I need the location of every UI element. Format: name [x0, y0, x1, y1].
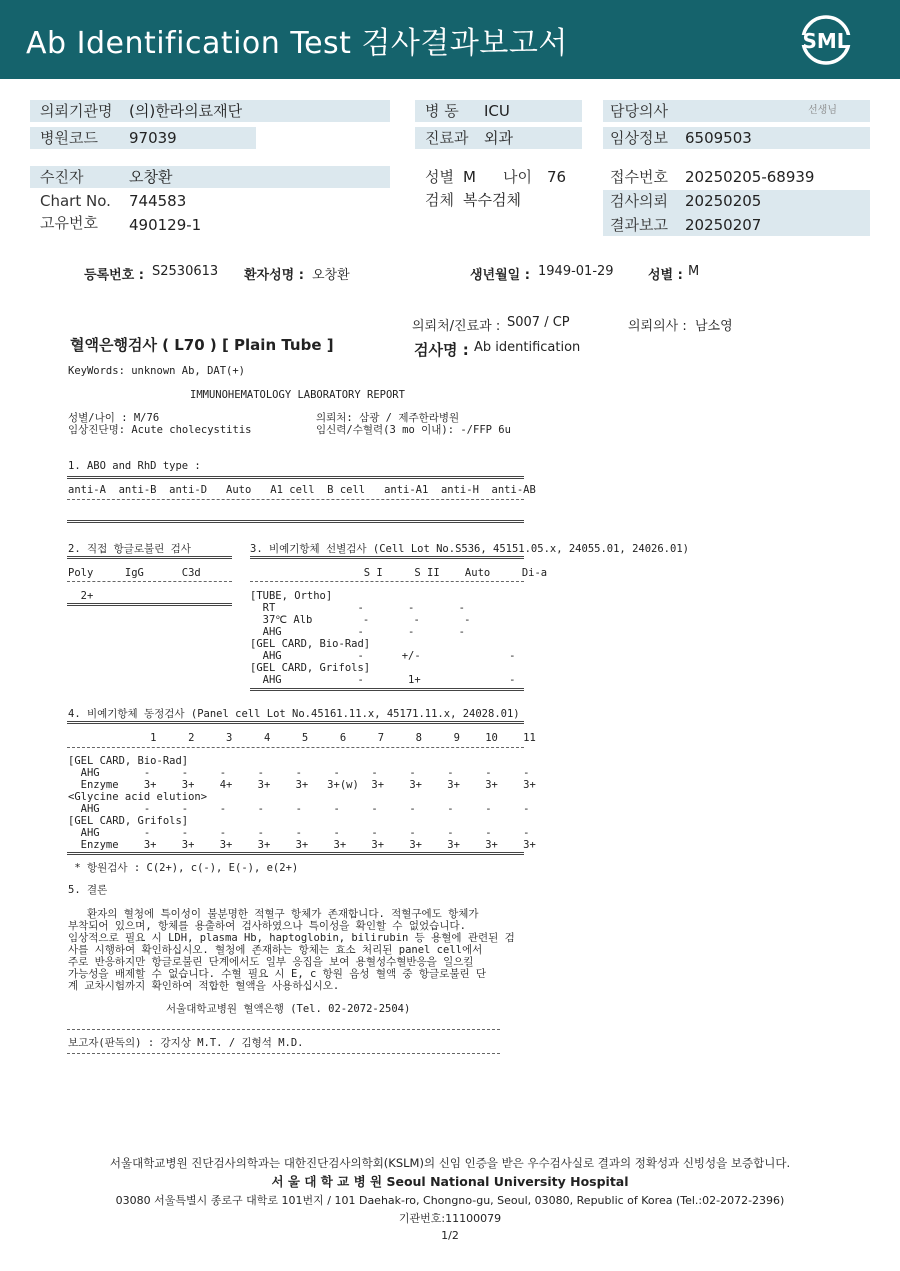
age-value: 76 — [547, 168, 567, 186]
dat-columns: Poly IgG C3d — [68, 567, 201, 579]
birth-label: 생년월일 : — [470, 268, 530, 283]
footer-hospital — [0, 1172, 900, 1190]
lab-report-title: IMMUNOHEMATOLOGY LABORATORY REPORT — [190, 389, 405, 401]
abo-columns: anti-A anti-B anti-D Auto A1 cell B cell anti-A1 anti-H anti-AB — [68, 484, 536, 496]
doctor-suffix: 선생님 — [808, 105, 837, 116]
age-label: 나이 — [503, 168, 532, 186]
dash-rule — [67, 747, 524, 748]
rule — [67, 721, 524, 724]
testname-label: 검사명 : — [414, 341, 469, 359]
conclusion-line: 가능성을 배제할 수 없습니다. 수혈 필요 시 E, c 항원 음성 혈액 중 항글로불린 단 — [68, 968, 487, 980]
rule — [67, 476, 524, 479]
keywords: KeyWords: unknown Ab, DAT(+) — [68, 365, 246, 377]
abo-title: 1. ABO and RhD type : — [68, 460, 201, 472]
conclusion-title: 5. 결론 — [68, 884, 108, 896]
dept-label: 진료과 — [425, 129, 469, 147]
dat-value: 2+ — [68, 590, 94, 602]
rule — [67, 852, 524, 855]
dash-rule — [250, 581, 524, 582]
screen-row: [GEL CARD, Bio-Rad] — [250, 638, 371, 650]
screen-row: AHG - +/- - — [250, 650, 516, 662]
report-date-value: 20250207 — [685, 216, 762, 234]
hospital-name-en: Seoul National University Hospital — [386, 1174, 629, 1189]
panel-row: AHG - - - - - - - - - - - — [68, 803, 530, 815]
dash-rule — [67, 1029, 500, 1030]
report-header — [0, 0, 900, 79]
sex-label: 성별 — [425, 168, 454, 186]
sex-age: 성별/나이 : M/76 — [68, 412, 160, 424]
panel-columns: 1 2 3 4 5 6 7 8 9 10 11 — [68, 732, 536, 744]
doctor-label: 담당의사 — [610, 102, 668, 120]
receipt-value: 20250205-68939 — [685, 168, 815, 186]
logo-text: SML — [802, 29, 850, 53]
clinical-value: 6509503 — [685, 129, 752, 147]
ward-value: ICU — [484, 102, 510, 120]
panel-row: [GEL CARD, Grifols] — [68, 815, 189, 827]
conclusion-line: 환자의 혈청에 특이성이 불분명한 적혈구 항체가 존재합니다. 적혈구에도 항체가 — [68, 908, 479, 920]
pregnancy-transfusion: 임신력/수혈력(3 mo 이내): -/FFP 6u — [316, 424, 511, 436]
dat-title: 2. 직접 항글로불린 검사 — [68, 543, 191, 555]
testname-value: Ab identification — [474, 340, 581, 355]
rule — [67, 520, 524, 523]
conclusion-line: 임상적으로 필요 시 LDH, plasma Hb, haptoglobin, bilirubin 등 용혈에 관련된 검 — [68, 932, 515, 944]
footer-address: 03080 서울특별시 종로구 대학로 101번지 / 101 Daehak-ro, Chongno-gu, Seoul, 03080, Republic of Korea (Tel.:02-2072-2396) — [115, 1194, 785, 1207]
reporter: 보고자(판독의) : 강지상 M.T. / 김형석 M.D. — [68, 1037, 304, 1049]
sml-logo — [800, 14, 852, 66]
footer-certification: 서울대학교병원 진단검사의학과는 대한진단검사의학회(KSLM)의 신임 인증을 받은 우수검사실로 결과의 정확성과 신빙성을 보증합니다. — [109, 1156, 791, 1170]
ward-label: 병 동 — [425, 102, 459, 120]
footer-institution-no: 기관번호:11100079 — [398, 1212, 502, 1225]
org-value: (의)한라의료재단 — [129, 102, 243, 120]
chart-value: 744583 — [129, 192, 187, 210]
referral: 의뢰처: 삼광 / 제주한라병원 — [316, 412, 460, 424]
hospital-name-ko: 서 울 대 학 교 병 원 — [271, 1174, 383, 1189]
screen-rows — [250, 590, 516, 686]
screen-row: [GEL CARD, Grifols] — [250, 662, 371, 674]
clinical-label: 임상정보 — [610, 129, 668, 147]
conclusion-line: 부착되어 있으며, 항체를 용출하여 검사하였으나 특이성을 확인할 수 없었습니다. — [68, 920, 466, 932]
dash-rule — [67, 1053, 500, 1054]
bloodbank: 서울대학교병원 혈액은행 (Tel. 02-2072-2504) — [166, 1003, 411, 1015]
page-number: 1/2 — [441, 1229, 459, 1242]
patient-label: 수진자 — [40, 168, 84, 186]
info-bar-patient — [30, 166, 390, 188]
unique-value: 490129-1 — [129, 216, 202, 234]
report-title: Ab Identification Test 검사결과보고서 — [26, 26, 568, 61]
sex-value: M — [463, 168, 476, 186]
patient-name-label: 환자성명 : — [244, 268, 304, 283]
patient-value: 오창환 — [129, 168, 173, 186]
birth-value: 1949-01-29 — [538, 264, 614, 279]
panel-title: 4. 비예기항체 동정검사 (Panel cell Lot No.45161.11.x, 45171.11.x, 24028.01) — [68, 708, 520, 720]
panel-row: [GEL CARD, Bio-Rad] — [68, 755, 189, 767]
panel-row: AHG - - - - - - - - - - - — [68, 827, 530, 839]
ref-label: 의뢰처/진료과 : — [412, 319, 501, 334]
conclusion-line: 사를 시행하여 확인하십시오. 혈청에 존재하는 항체는 효소 처리된 panel cell에서 — [68, 944, 483, 956]
rule — [250, 688, 524, 691]
panel-row: Enzyme 3+ 3+ 4+ 3+ 3+ 3+(w) 3+ 3+ 3+ 3+ 3+ — [68, 779, 536, 791]
request-value: 20250205 — [685, 192, 762, 210]
patient-name-value: 오창환 — [312, 268, 350, 283]
specimen-label: 검체 — [425, 191, 454, 209]
refdoc-value: 남소영 — [695, 319, 733, 334]
report-date-label: 결과보고 — [610, 216, 668, 234]
screen-row: [TUBE, Ortho] — [250, 590, 333, 602]
ref-value: S007 / CP — [507, 315, 570, 330]
specimen-value: 복수검체 — [463, 191, 521, 209]
screen-title: 3. 비예기항체 선별검사 (Cell Lot No.S536, 45151.05.x, 24055.01, 24026.01) — [250, 543, 689, 555]
reg-label: 등록번호 : — [84, 268, 144, 283]
rule — [67, 603, 232, 606]
org-label: 의뢰기관명 — [40, 102, 113, 120]
chart-label: Chart No. — [40, 192, 111, 210]
hospital-code-label: 병원코드 — [40, 129, 98, 147]
receipt-label: 접수번호 — [610, 168, 668, 186]
panel-row: <Glycine acid elution> — [68, 791, 208, 803]
reg-sex-value: M — [688, 264, 700, 279]
dash-rule — [67, 499, 524, 500]
conclusion-line: 주로 반응하지만 항글로불린 단계에서도 일부 응집을 보여 용혈성수혈반응을 일으킬 — [68, 956, 474, 968]
screen-row: RT - - - — [250, 602, 465, 614]
dash-rule — [67, 581, 232, 582]
reg-value: S2530613 — [152, 264, 219, 279]
diagnosis: 임상진단명: Acute cholecystitis — [68, 424, 252, 436]
dept-value: 외과 — [484, 129, 513, 147]
conclusion-line: 계 교차시험까지 확인하여 적합한 혈액을 사용하십시오. — [68, 980, 340, 992]
screen-columns: S I S II Auto Di-a — [250, 567, 548, 579]
screen-row: AHG - - - — [250, 626, 465, 638]
panel-row: AHG - - - - - - - - - - - — [68, 767, 530, 779]
antigen-test: * 항원검사 : C(2+), c(-), E(-), e(2+) — [68, 862, 299, 874]
section-title: 혈액은행검사 ( L70 ) [ Plain Tube ] — [70, 336, 334, 354]
conclusion-text — [68, 908, 515, 992]
screen-row: AHG - 1+ - — [250, 674, 516, 686]
panel-row: Enzyme 3+ 3+ 3+ 3+ 3+ 3+ 3+ 3+ 3+ 3+ 3+ — [68, 839, 536, 851]
unique-label: 고유번호 — [40, 214, 98, 232]
request-label: 검사의뢰 — [610, 192, 668, 210]
screen-row: 37℃ Alb - - - — [250, 614, 471, 626]
reg-sex-label: 성별 : — [648, 268, 683, 283]
rule — [250, 556, 524, 559]
hospital-code-value: 97039 — [129, 129, 177, 147]
refdoc-label: 의뢰의사 : — [628, 319, 687, 334]
panel-rows — [68, 755, 536, 851]
rule — [67, 556, 232, 559]
